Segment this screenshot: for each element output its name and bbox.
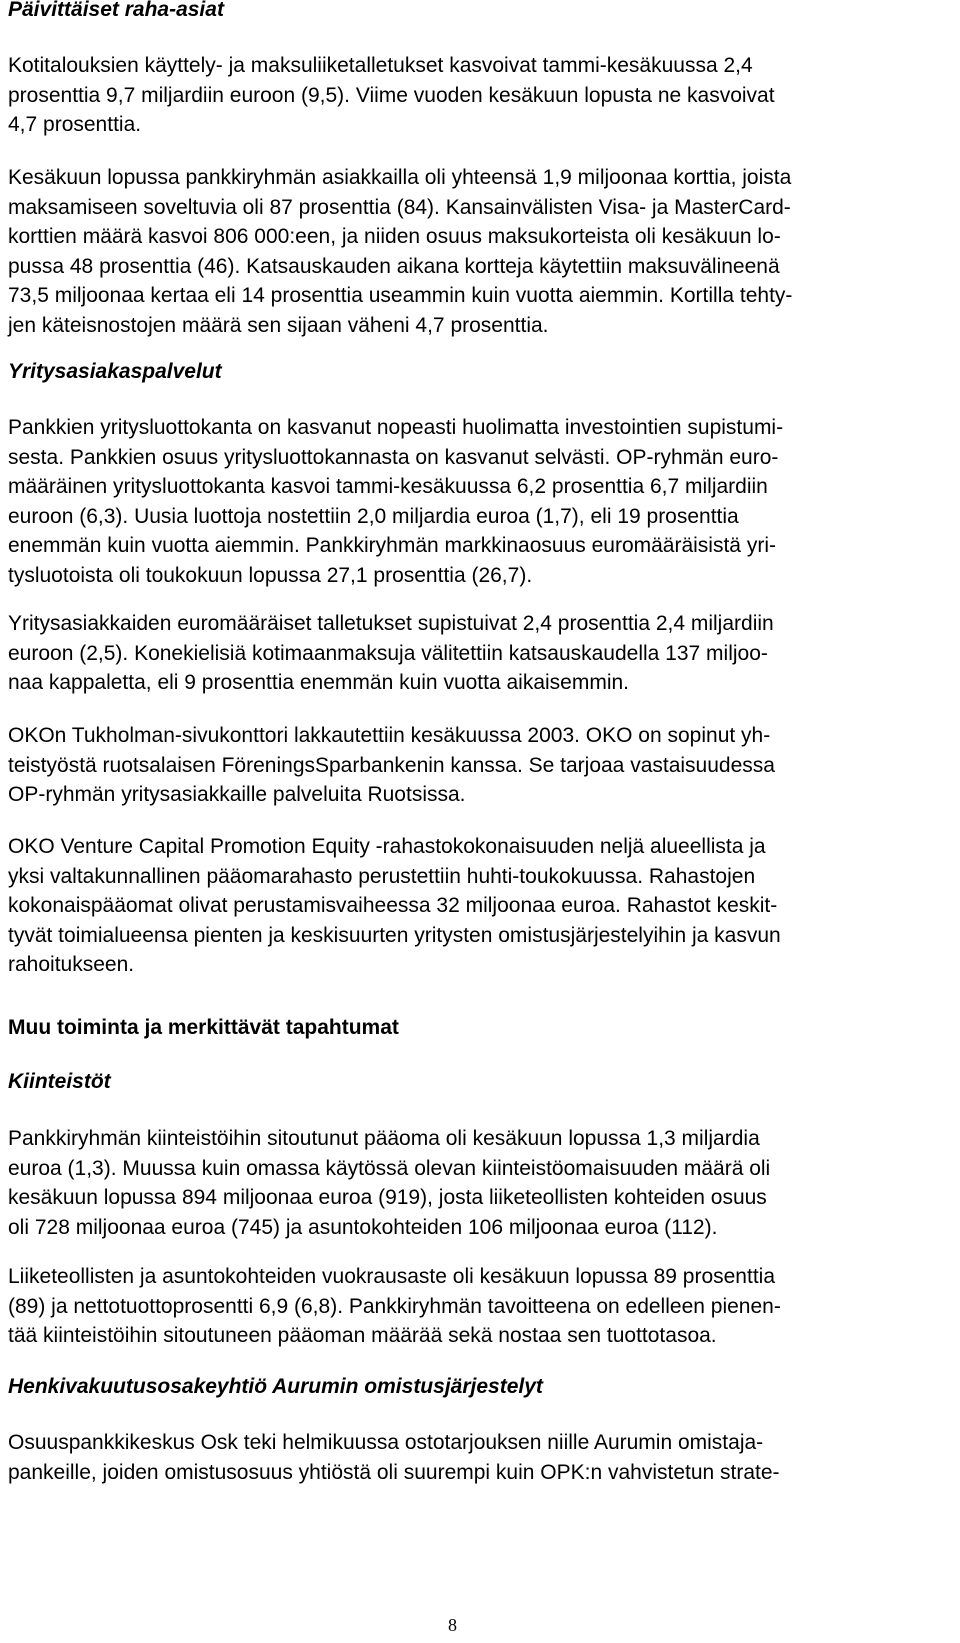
paragraph-real-estate-2 <box>8 1262 781 1351</box>
text-line: 73,5 miljoonaa kertaa eli 14 prosenttia useammin kuin vuotta aiemmin. Kortilla tehty- <box>8 284 793 307</box>
paragraph-corporate-4 <box>8 832 781 980</box>
text-line: OKO Venture Capital Promotion Equity -rahastokokonaisuuden neljä alueellista ja <box>8 835 766 858</box>
text-line: teistyöstä ruotsalaisen FöreningsSparbankenin kanssa. Se tarjoaa vastaisuudessa <box>8 753 775 777</box>
section-daily-finance <box>8 0 224 24</box>
heading-other-activities: Muu toiminta ja merkittävät tapahtumat <box>8 1016 399 1039</box>
text-line: kokonaispääomat olivat perustamisvaiheessa 32 miljoonaa euroa. Rahastot keskit- <box>8 894 778 917</box>
text-line: Kesäkuun lopussa pankkiryhmän asiakkailla oli yhteensä 1,9 miljoonaa korttia, joista <box>8 166 792 189</box>
text-line: tyvät toimialueensa pienten ja keskisuurten yritysten omistusjärjestelyihin ja kasvun <box>8 923 781 947</box>
heading-aurum: Henkivakuutusosakeyhtiö Aurumin omistusjärjestelyt <box>8 1375 543 1398</box>
text-line: Osuuspankkikeskus Osk teki helmikuussa ostotarjouksen niille Aurumin omistaja- <box>8 1431 764 1454</box>
text-line: OP-ryhmän yritysasiakkaille palveluita Ruotsissa. <box>8 783 466 806</box>
text-line: Liiketeollisten ja asuntokohteiden vuokrausaste oli kesäkuun lopussa 89 prosenttia <box>8 1265 775 1288</box>
text-line: Yritysasiakkaiden euromääräiset talletukset supistuivat 2,4 prosenttia 2,4 miljardiin <box>8 612 774 635</box>
text-line: euroon (6,3). Uusia luottoja nostettiin 2,0 miljardia euroa (1,7), eli 19 prosenttia <box>8 504 739 528</box>
text-line: naa kappaletta, eli 9 prosenttia enemmän kuin vuotta aikaisemmin. <box>8 671 630 694</box>
text-line: pankeille, joiden omistusosuus yhtiöstä oli suurempi kuin OPK:n vahvistetun strate- <box>8 1460 780 1484</box>
text-line: pussa 48 prosenttia (46). Katsauskauden aikana kortteja käytettiin maksuvälineenä <box>8 254 780 278</box>
paragraph-real-estate-1 <box>8 1124 770 1242</box>
text-line: euroon (2,5). Konekielisiä kotimaanmaksuja välitettiin katsauskaudella 137 miljoo- <box>8 641 768 665</box>
text-line: prosenttia 9,7 miljardiin euroon (9,5). Viime vuoden kesäkuun lopusta ne kasvoivat <box>8 83 775 107</box>
text-line: sesta. Pankkien osuus yritysluottokannasta on kasvanut selvästi. OP-ryhmän euro- <box>8 445 779 469</box>
text-line: määräinen yritysluottokanta kasvoi tammi-kesäkuussa 6,2 prosenttia 6,7 miljardiin <box>8 475 768 498</box>
text-line: Kotitalouksien käyttely- ja maksuliiketalletukset kasvoivat tammi-kesäkuussa 2,4 <box>8 54 753 77</box>
text-line: Pankkiryhmän kiinteistöihin sitoutunut pääoma oli kesäkuun lopussa 1,3 miljardia <box>8 1127 760 1150</box>
paragraph-aurum-1 <box>8 1428 780 1487</box>
text-line: (89) ja nettotuottoprosentti 6,9 (6,8). Pankkiryhmän tavoitteena on edelleen pienen- <box>8 1294 781 1318</box>
text-line: tää kiinteistöihin sitoutuneen pääoman määrää sekä nostaa sen tuottotasoa. <box>8 1324 717 1347</box>
paragraph-corporate-3 <box>8 721 775 810</box>
text-line: yksi valtakunnallinen pääomarahasto perustettiin huhti-toukokuussa. Rahastojen <box>8 864 756 888</box>
text-line: euroa (1,3). Muussa kuin omassa käytössä olevan kiinteistöomaisuuden määrä oli <box>8 1156 771 1180</box>
text-line: korttien määrä kasvoi 806 000:een, ja niiden osuus maksukorteista oli kesäkuun lo- <box>8 225 781 248</box>
text-line: Pankkien yritysluottokanta on kasvanut nopeasti huolimatta investointien supistumi- <box>8 416 784 439</box>
text-line: rahoitukseen. <box>8 953 135 976</box>
text-line: kesäkuun lopussa 894 miljoonaa euroa (919), josta liiketeollisten kohteiden osuus <box>8 1186 767 1209</box>
paragraph-corporate-1 <box>8 413 783 590</box>
text-line: OKOn Tukholman-sivukonttori lakkautettiin kesäkuussa 2003. OKO on sopinut yh- <box>8 724 771 747</box>
text-line: 4,7 prosenttia. <box>8 113 142 136</box>
heading-corporate: Yritysasiakaspalvelut <box>8 360 222 383</box>
paragraph-daily-finance-1 <box>8 51 775 140</box>
text-line: tysluotoista oli toukokuun lopussa 27,1 prosenttia (26,7). <box>8 563 533 587</box>
page-number: 8 <box>448 1615 457 1635</box>
paragraph-corporate-2 <box>8 609 774 698</box>
text-line: oli 728 miljoonaa euroa (745) ja asuntokohteiden 106 miljoonaa euroa (112). <box>8 1215 718 1239</box>
heading-real-estate: Kiinteistöt <box>8 1070 111 1093</box>
text-line: maksamiseen soveltuvia oli 87 prosenttia (84). Kansainvälisten Visa- ja MasterCard- <box>8 195 791 219</box>
paragraph-daily-finance-2 <box>8 163 792 340</box>
text-line: jen käteisnostojen määrä sen sijaan väheni 4,7 prosenttia. <box>8 313 549 337</box>
text-line: enemmän kuin vuotta aiemmin. Pankkiryhmän markkinaosuus euromääräisistä yri- <box>8 534 776 557</box>
heading-daily-finance: Päivittäiset raha-asiat <box>8 0 224 21</box>
